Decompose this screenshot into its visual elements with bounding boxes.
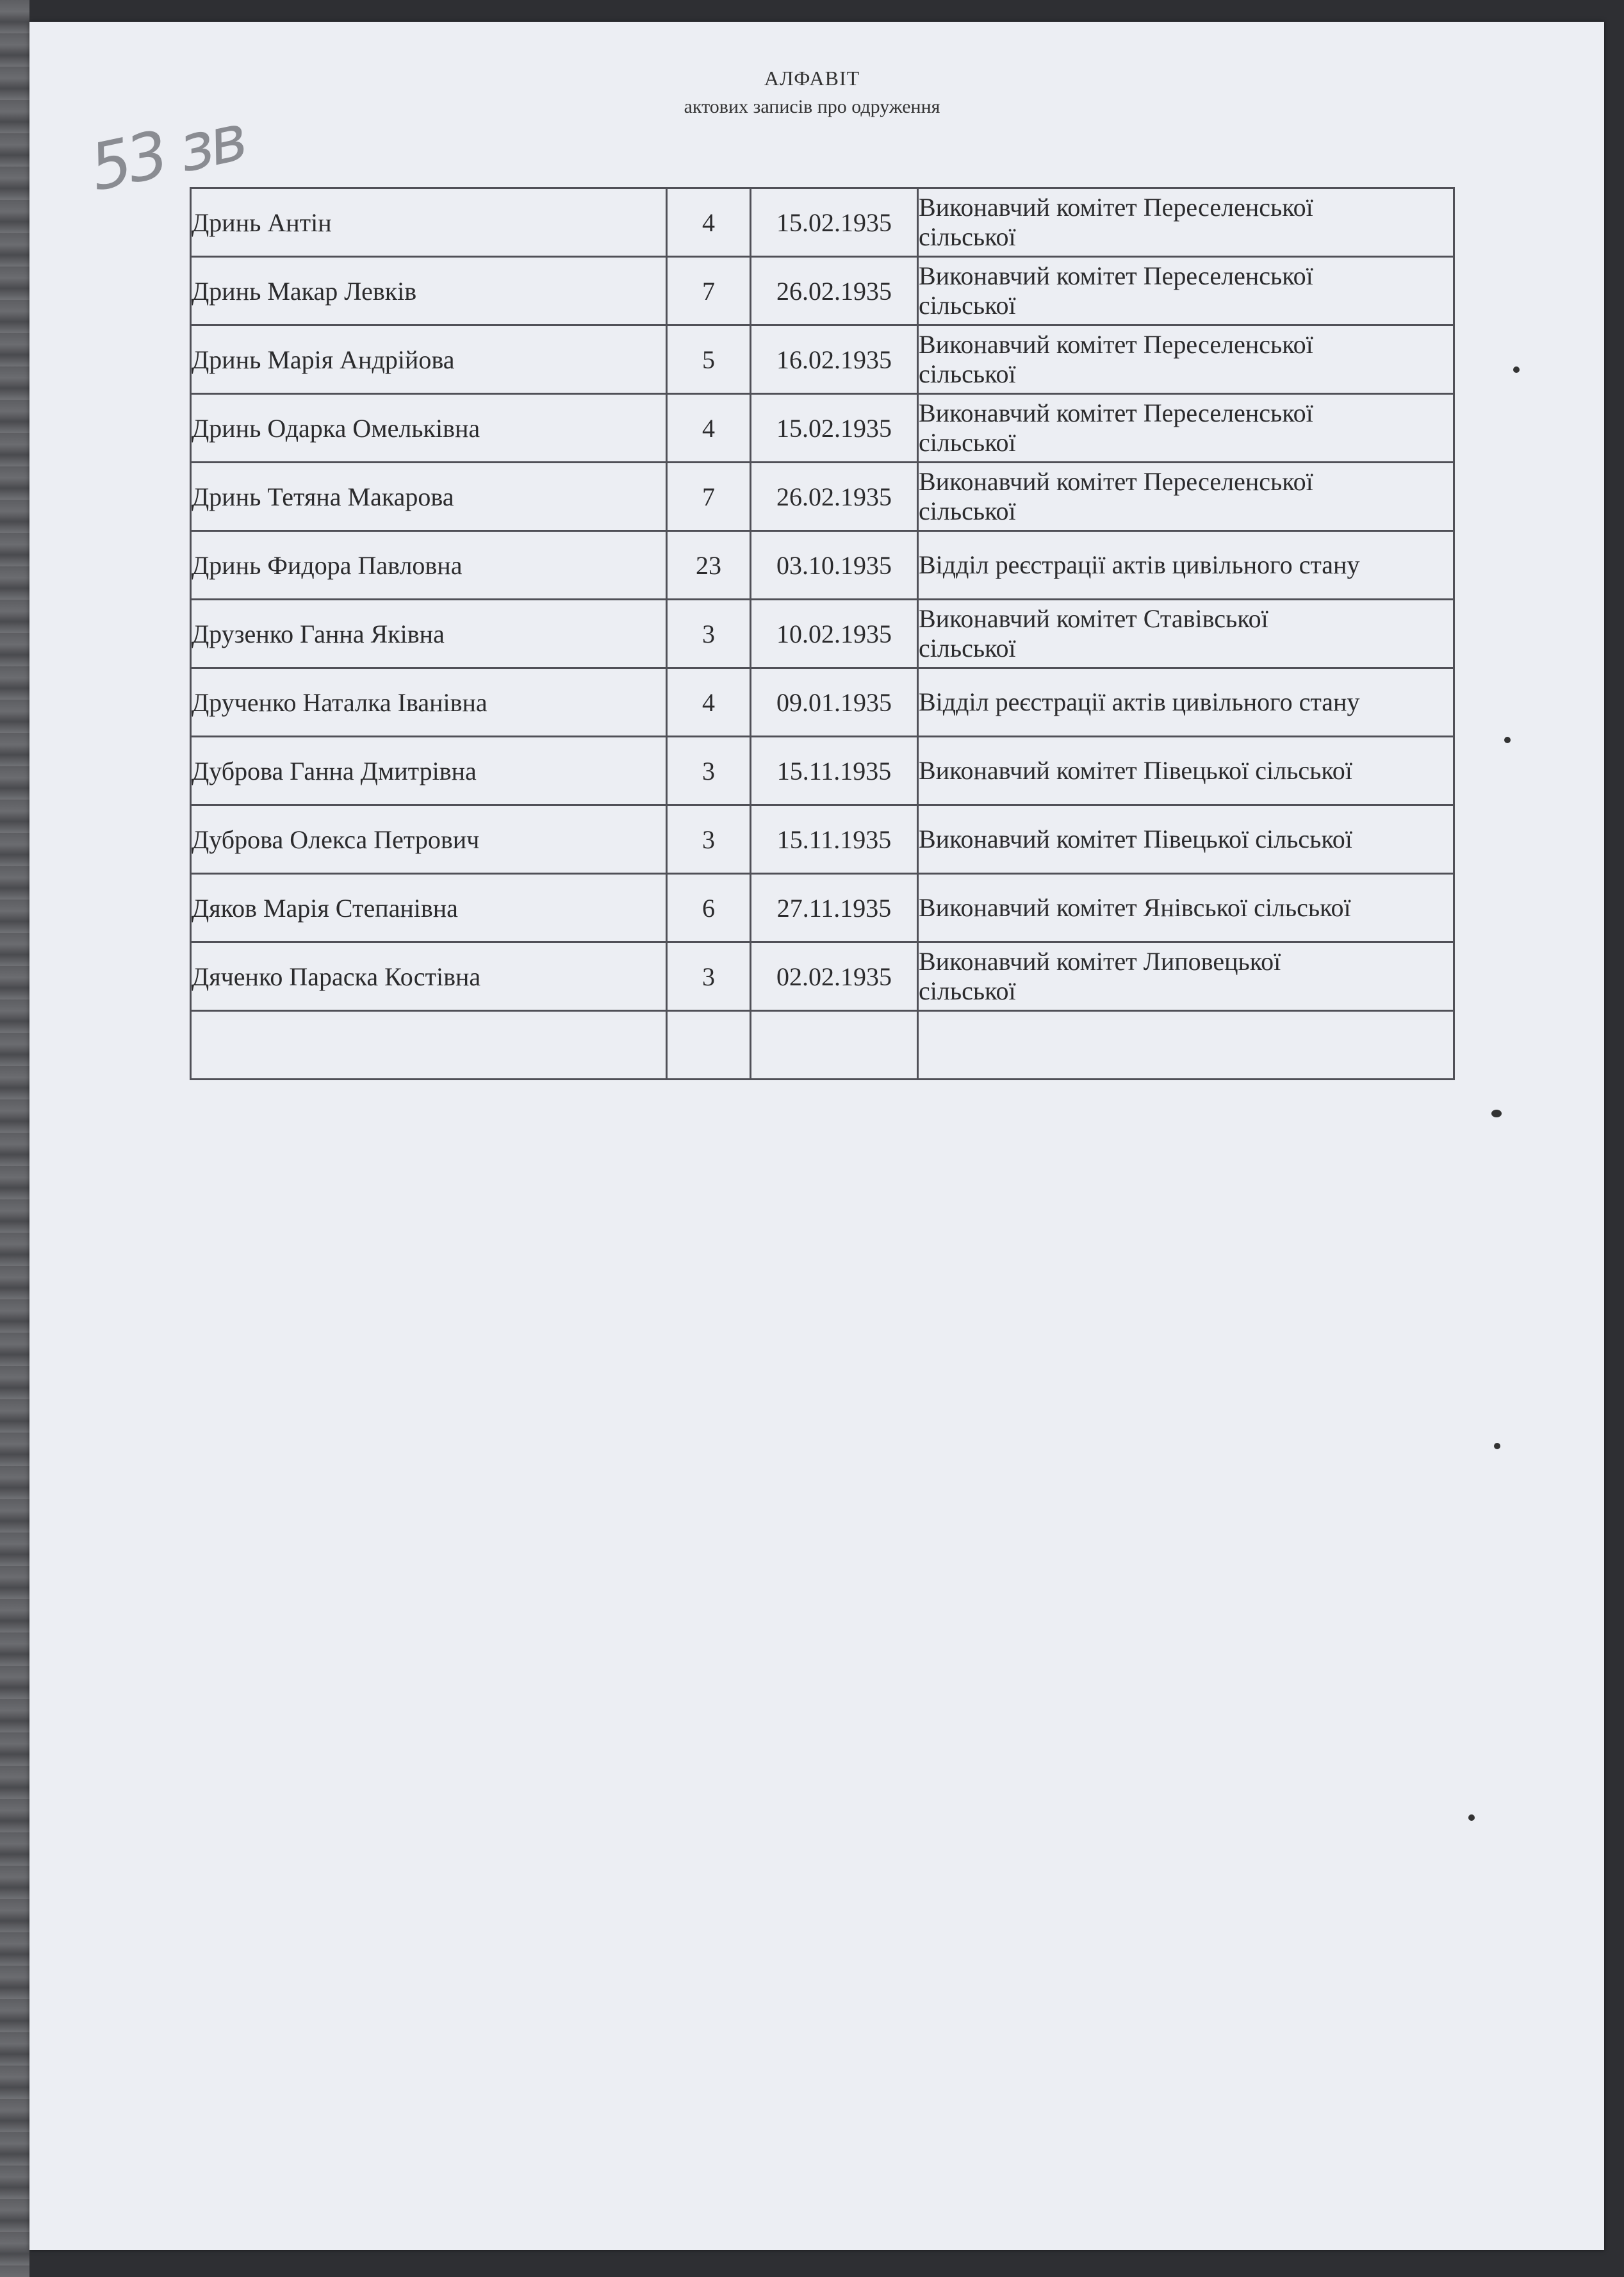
- office-line-1: Виконавчий комітет Липовецької: [919, 947, 1281, 976]
- record-number: [667, 1011, 751, 1080]
- registry-office: [918, 942, 1454, 1011]
- paper-speck: [1494, 1443, 1500, 1449]
- record-number: 5: [667, 325, 751, 394]
- office-line-1: Відділ реєстрації актів цивільного стану: [919, 550, 1360, 579]
- office-line-1: Виконавчий комітет Півецької сільської: [919, 756, 1352, 785]
- registry-office: [918, 325, 1454, 394]
- table-row: [191, 394, 1454, 463]
- office-line-1: Виконавчий комітет Переселенської: [919, 193, 1313, 222]
- office-line-1: Відділ реєстрації актів цивільного стану: [919, 687, 1360, 716]
- record-date: 15.11.1935: [751, 805, 918, 874]
- record-number: 4: [667, 668, 751, 737]
- table-row: [191, 805, 1454, 874]
- record-number: 3: [667, 805, 751, 874]
- person-name: Дринь Макар Левків: [191, 257, 667, 325]
- person-name: Друченко Наталка Іванівна: [191, 668, 667, 737]
- table-row: [191, 325, 1454, 394]
- person-name: Дринь Марія Андрійова: [191, 325, 667, 394]
- handwritten-page-number: 53 зв: [83, 100, 250, 206]
- person-name: Дринь Одарка Омельківна: [191, 394, 667, 463]
- record-date: 02.02.1935: [751, 942, 918, 1011]
- record-number: 3: [667, 942, 751, 1011]
- paper-speck: [1513, 366, 1520, 373]
- office-line-2: сільської: [919, 634, 1016, 662]
- registry-office: [918, 531, 1454, 600]
- registry-office: [918, 737, 1454, 805]
- registry-office: [918, 394, 1454, 463]
- office-line-1: Виконавчий комітет Ставівської: [919, 604, 1268, 633]
- record-number: 3: [667, 600, 751, 668]
- record-number: 3: [667, 737, 751, 805]
- person-name: Дринь Тетяна Макарова: [191, 463, 667, 531]
- person-name: Дринь Антін: [191, 188, 667, 257]
- scan-edge: [0, 0, 29, 2277]
- person-name: Дяченко Параска Костівна: [191, 942, 667, 1011]
- office-line-2: сільської: [919, 497, 1016, 525]
- office-line-2: сільської: [919, 976, 1016, 1005]
- paper-speck: [1468, 1814, 1475, 1821]
- registry-office: [918, 188, 1454, 257]
- table-row: [191, 257, 1454, 325]
- office-line-1: Виконавчий комітет Переселенської: [919, 330, 1313, 359]
- record-date: 27.11.1935: [751, 874, 918, 942]
- person-name: Дяков Марія Степанівна: [191, 874, 667, 942]
- person-name: Дуброва Олекса Петрович: [191, 805, 667, 874]
- table-row-empty: [191, 1011, 1454, 1080]
- record-number: 7: [667, 463, 751, 531]
- document-subtitle: актових записів про одруження: [684, 96, 940, 117]
- table-row: [191, 188, 1454, 257]
- record-date: 16.02.1935: [751, 325, 918, 394]
- table-row: [191, 463, 1454, 531]
- registry-office: [918, 600, 1454, 668]
- document-title: АЛФАВІТ: [764, 67, 860, 90]
- registry-office: [918, 805, 1454, 874]
- person-name: Друзенко Ганна Яківна: [191, 600, 667, 668]
- office-line-2: сільської: [919, 359, 1016, 388]
- record-date: [751, 1011, 918, 1080]
- paper-speck: [1504, 737, 1511, 743]
- person-name: Дуброва Ганна Дмитрівна: [191, 737, 667, 805]
- record-date: 26.02.1935: [751, 463, 918, 531]
- record-number: 23: [667, 531, 751, 600]
- record-date: 15.02.1935: [751, 394, 918, 463]
- record-number: 4: [667, 188, 751, 257]
- record-date: 10.02.1935: [751, 600, 918, 668]
- record-date: 15.11.1935: [751, 737, 918, 805]
- office-line-1: Виконавчий комітет Переселенської: [919, 261, 1313, 290]
- record-number: 6: [667, 874, 751, 942]
- office-line-1: Виконавчий комітет Переселенської: [919, 399, 1313, 427]
- office-line-1: Виконавчий комітет Півецької сільської: [919, 825, 1352, 853]
- registry-office: [918, 1011, 1454, 1080]
- table-row: [191, 531, 1454, 600]
- registry-office: [918, 874, 1454, 942]
- person-name: Дринь Фидора Павловна: [191, 531, 667, 600]
- table-row: [191, 942, 1454, 1011]
- record-number: 4: [667, 394, 751, 463]
- table-row: [191, 737, 1454, 805]
- registry-office: [918, 668, 1454, 737]
- table-row: [191, 668, 1454, 737]
- registry-office: [918, 463, 1454, 531]
- record-date: 09.01.1935: [751, 668, 918, 737]
- table-row: [191, 874, 1454, 942]
- record-date: 26.02.1935: [751, 257, 918, 325]
- record-date: 03.10.1935: [751, 531, 918, 600]
- record-date: 15.02.1935: [751, 188, 918, 257]
- office-line-2: сільської: [919, 428, 1016, 457]
- office-line-1: Виконавчий комітет Янівської сільської: [919, 893, 1351, 922]
- office-line-2: сільської: [919, 222, 1016, 251]
- person-name: [191, 1011, 667, 1080]
- marriage-register-table: [190, 187, 1455, 1080]
- registry-office: [918, 257, 1454, 325]
- office-line-1: Виконавчий комітет Переселенської: [919, 467, 1313, 496]
- paper-speck: [1491, 1110, 1502, 1117]
- office-line-2: сільської: [919, 291, 1016, 320]
- table-row: [191, 600, 1454, 668]
- record-number: 7: [667, 257, 751, 325]
